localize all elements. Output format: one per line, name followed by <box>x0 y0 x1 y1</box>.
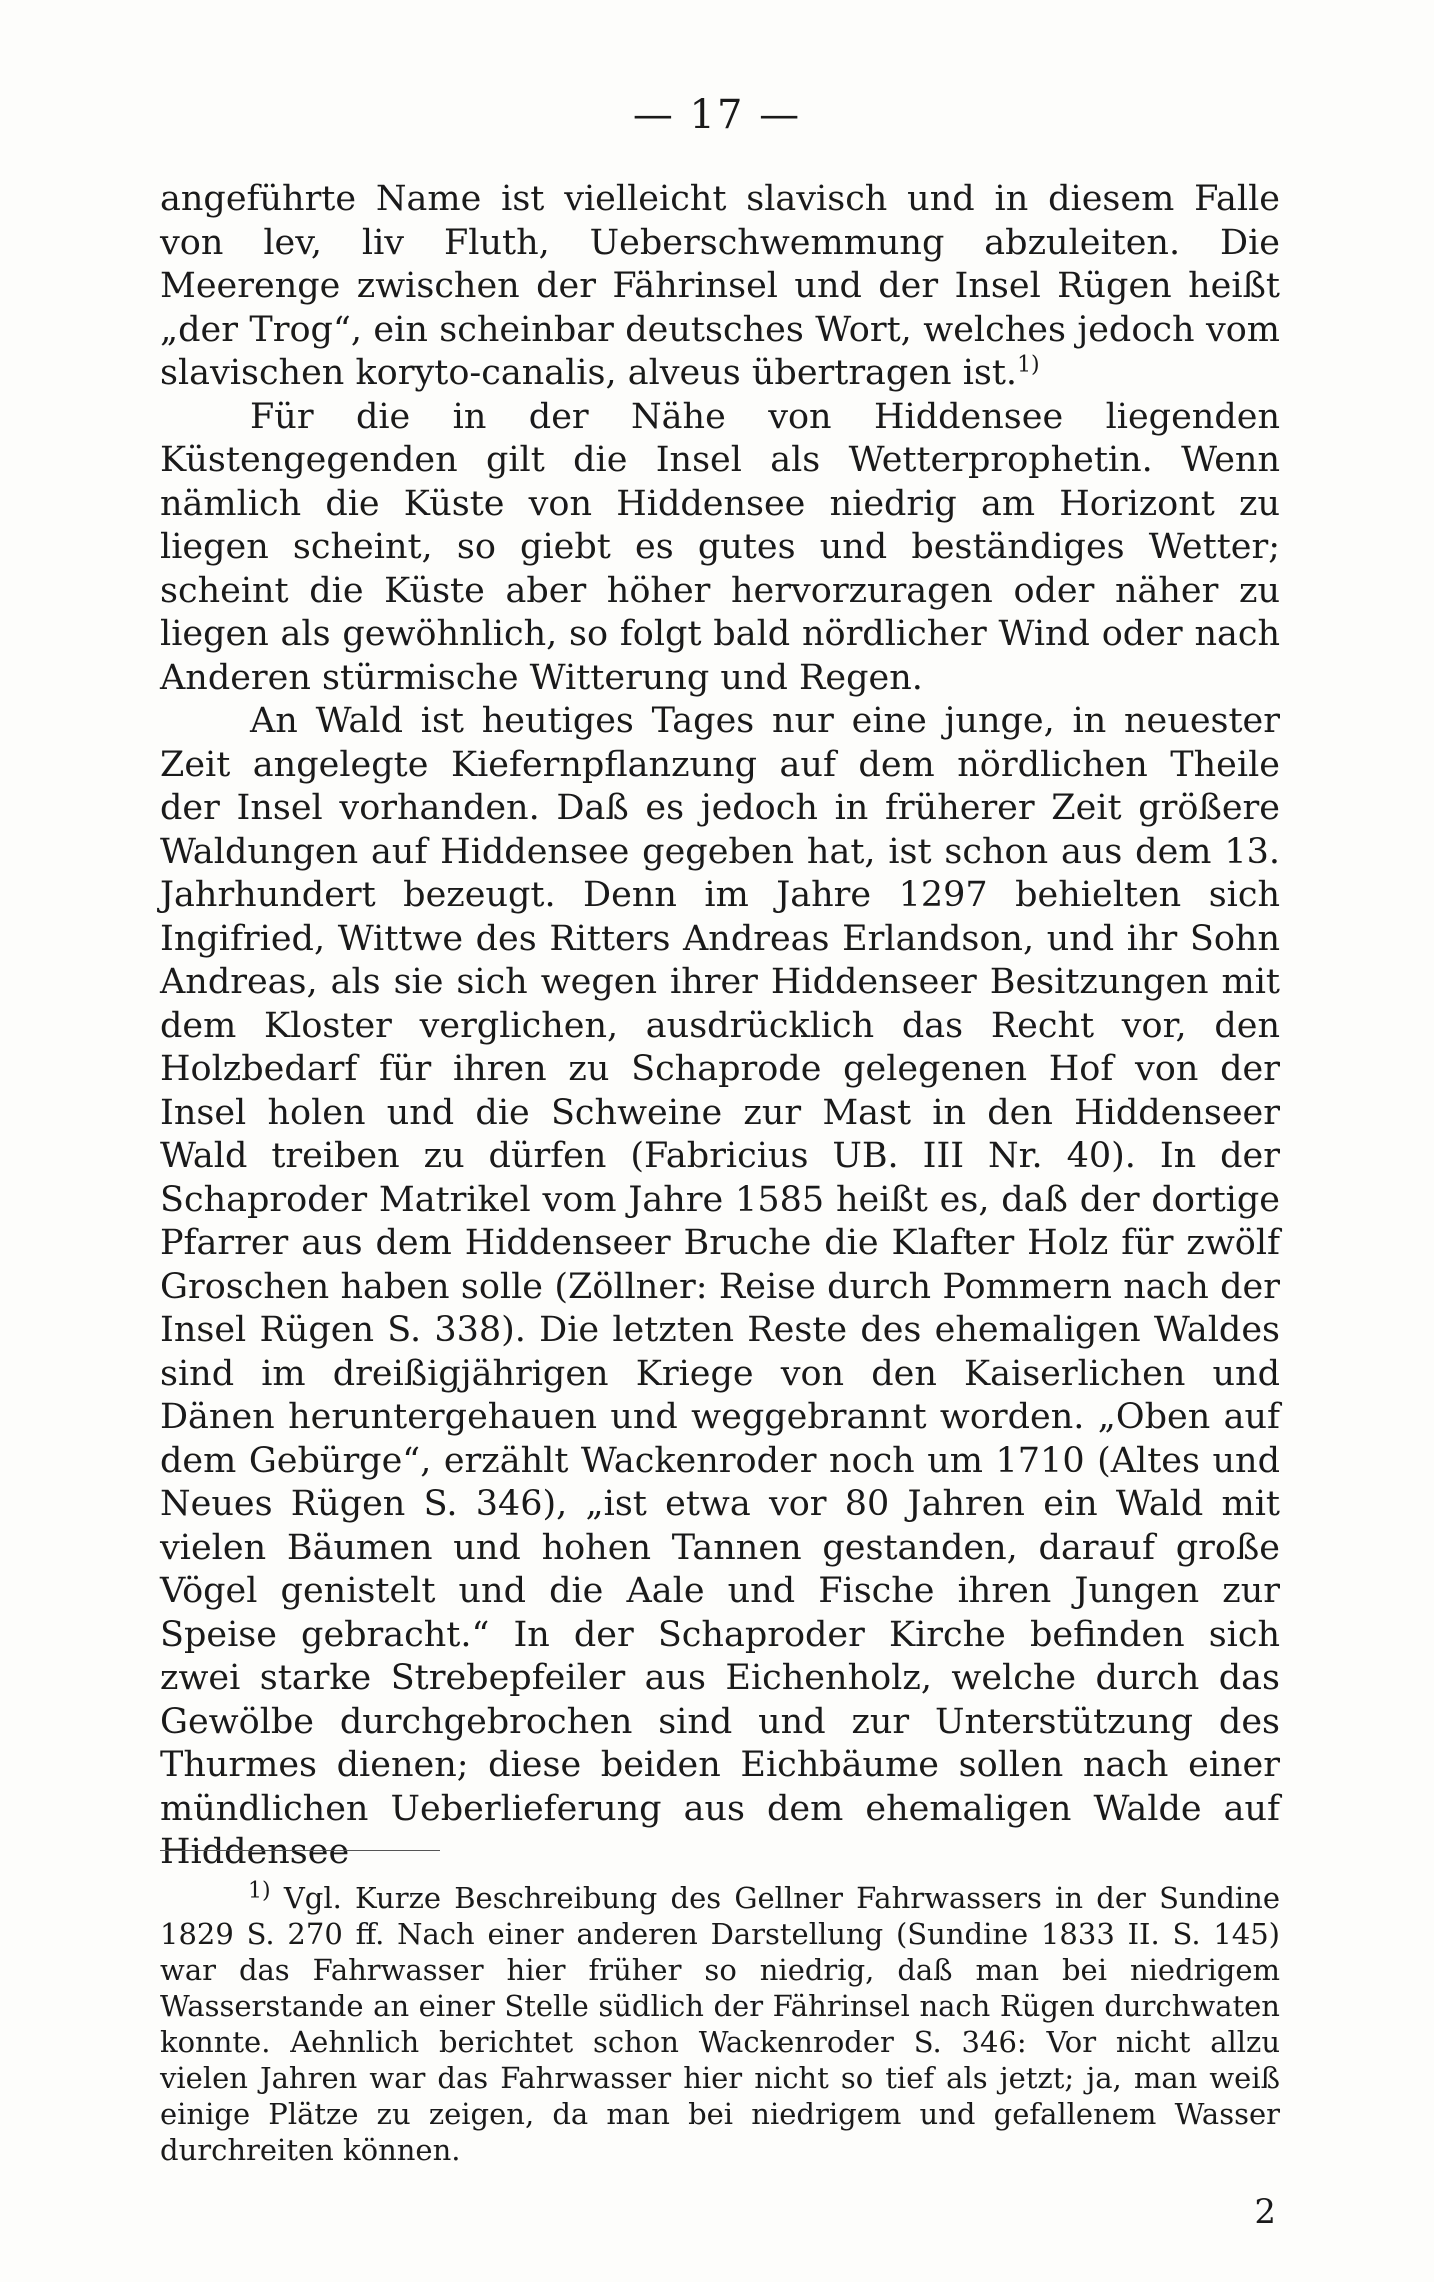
paragraph-2 <box>160 396 1280 701</box>
footnote-1-text: Vgl. Kurze Beschreibung des Gellner Fahrwassers in der Sundine 1829 S. 270 ff. Nach einer anderen Darstellung (Sundine 1833 II. S. 145) war das Fahrwasser hier früher so niedrig, daß man bei niedrigem Wasserstande an einer Stelle südlich der Fährinsel nach Rügen durchwaten konnte. Aehnlich berichtet schon Wackenroder S. 346: Vor nicht allzu vielen Jahren war das Fahrwasser hier nicht so tief als jetzt; ja, man weiß einige Plätze zu zeigen, da man bei niedrigem und gefallenem Wasser durchreiten können. <box>160 1881 1280 2167</box>
paragraph-3-text: An Wald ist heutiges Tages nur eine junge, in neuester Zeit angelegte Kiefernpflanzung auf dem nördlichen Theile der Insel vorhanden. Daß es jedoch in früherer Zeit größere Waldungen auf Hiddensee gegeben hat, ist schon aus dem 13. Jahrhundert bezeugt. Denn im Jahre 1297 behielten sich Ingifried, Wittwe des Ritters Andreas Erlandson, und ihr Sohn Andreas, als sie sich wegen ihrer Hiddenseer Besitzungen mit dem Kloster verglichen, ausdrücklich das Recht vor, den Holzbedarf für ihren zu Schaprode gelegenen Hof von der Insel holen und die Schweine zur Mast in den Hiddenseer Wald treiben zu dürfen (Fabricius UB. III Nr. 40). In der Schaproder Matrikel vom Jahre 1585 heißt es, daß der dortige Pfarrer aus dem Hiddenseer Bruche die Klafter Holz für zwölf Groschen haben solle (Zöllner: Reise durch Pommern nach der Insel Rügen S. 338). Die letzten Reste des ehemaligen Waldes sind im dreißigjährigen Kriege von den Kaiserlichen und Dänen heruntergehauen und weggebrannt worden. „Oben auf dem Gebürge“, erzählt Wackenroder noch um 1710 (Altes und Neues Rügen S. 346), „ist etwa vor 80 Jahren ein Wald mit vielen Bäumen und hohen Tannen gestanden, darauf große Vögel genistelt und die Aale und Fische ihren Jungen zur Speise gebracht.“ In der Schaproder Kirche befinden sich zwei starke Strebepfeiler aus Eichenholz, welche durch das Gewölbe durchgebrochen sind und zur Unterstützung des Thurmes dienen; diese beiden Eichbäume sollen nach einer mündlichen Ueberlieferung aus dem ehemaligen Walde auf Hiddensee <box>160 701 1280 1872</box>
footnote-divider <box>160 1850 440 1851</box>
footnotes <box>160 1880 1280 2168</box>
footnote-reference: 1) <box>1017 352 1040 378</box>
footnote-marker: 1) <box>248 1878 271 1904</box>
paragraph-2-text: Für die in der Nähe von Hiddensee liegenden Küstengegenden gilt die Insel als Wetterprophetin. Wenn nämlich die Küste von Hiddensee niedrig am Horizont zu liegen scheint, so giebt es gutes und beständiges Wetter; scheint die Küste aber höher hervorzuragen oder näher zu liegen als gewöhnlich, so folgt bald nördlicher Wind oder nach Anderen stürmische Witterung und Regen. <box>160 396 1280 698</box>
signature-mark: 2 <box>1254 2192 1276 2232</box>
paragraph-1 <box>160 178 1280 396</box>
paragraph-1-text: angeführte Name ist vielleicht slavisch und in diesem Falle von lev, liv Fluth, Ueberschwemmung abzuleiten. Die Meerenge zwischen der Fährinsel und der Insel Rügen heißt „der Trog“, ein scheinbar deutsches Wort, welches jedoch vom slavischen koryto-canalis, alveus übertragen ist. <box>160 179 1280 393</box>
paragraph-3 <box>160 700 1280 1875</box>
page-number: — 17 — <box>632 92 802 138</box>
footnote-1 <box>160 1880 1280 2168</box>
main-text <box>160 178 1280 1875</box>
